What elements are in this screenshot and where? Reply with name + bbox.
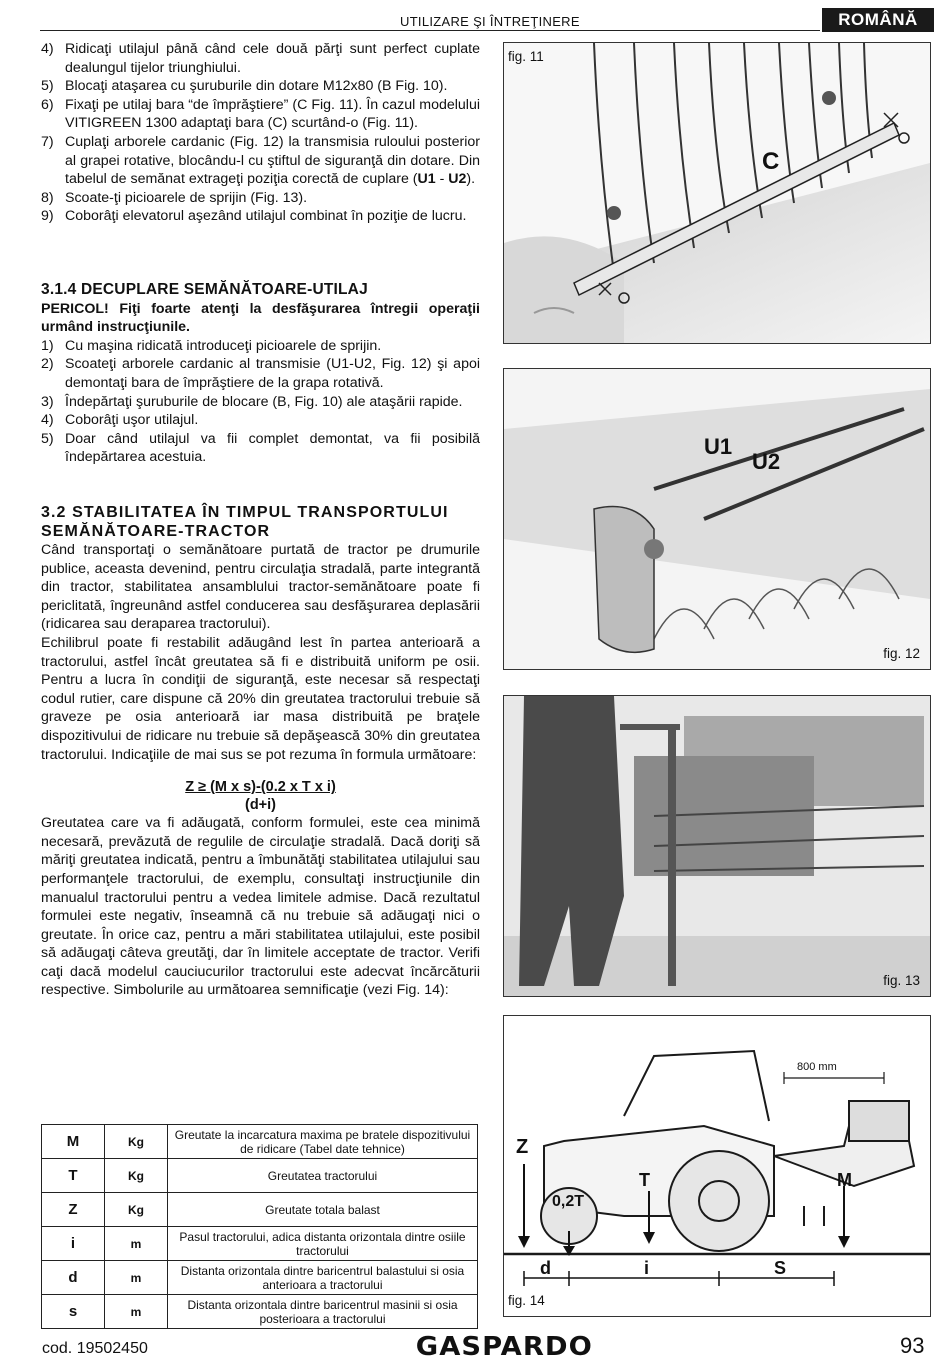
list-item: 1) Cu maşina ridicată introduceţi picioarele de sprijin. <box>41 337 382 354</box>
list-item: 4) Coborâţi uşor utilajul. <box>41 412 199 429</box>
label-front-load: 0,2T <box>552 1193 585 1210</box>
list-item: 5) Blocaţi ataşarea cu şuruburile din dotare M12x80 (B Fig. 10). <box>41 78 448 95</box>
document-code: cod. 19502450 <box>42 1340 148 1357</box>
cardan-shaft-illustration <box>504 369 930 669</box>
callout-u2: U2 <box>752 449 781 474</box>
callout-c: C <box>762 148 780 175</box>
table-row: M Kg Greutate la incarcatura maxima pe bratele dispozitivului de ridicare (Tabel date tehnice) <box>42 1125 478 1159</box>
decouple-section <box>41 281 480 467</box>
label-z: Z <box>516 1136 529 1158</box>
formula-denominator: (d+i) <box>244 797 276 814</box>
list-item: 8) Scoate-ţi picioarele de sprijin (Fig. 13). <box>41 189 308 206</box>
figure-label: fig. 11 <box>508 49 544 64</box>
steps-top-list <box>41 40 480 226</box>
list-item: 5) Doar când utilajul va fii complet demontat, va fii posibilă îndepărtarea acestuia. <box>41 430 480 466</box>
table-row: T Kg Greutatea tractorului <box>42 1159 478 1193</box>
figure-14 <box>503 1015 931 1317</box>
figure-label: fig. 14 <box>508 1293 545 1308</box>
figure-13 <box>503 695 931 997</box>
paragraph: Echilibrul poate fi restabilit adăugând lest în partea anterioară a tractorului, astfel încât greutatea să fi e distribuită uniform pe osii. Pentru a lucra în condiţii de siguranţă, este necesar să respectaţi codul rutier, care dispune că 20% din greutatea tractorului trebuie să graveze pe osia anterioară iar masa distribuită pe braţele dispozitivului de ridicare nu trebuie să depăşească 30% din greutatea tractorului. Indicaţiile de mai sus se pot rezuma în formula următoare: <box>41 634 480 763</box>
list-item: 3) Îndepărtaţi şuruburile de blocare (B, Fig. 10) ale ataşării rapide. <box>41 393 463 410</box>
figure-11 <box>503 42 931 344</box>
header-rule <box>40 30 820 31</box>
label-i: i <box>644 1258 650 1278</box>
section-title: UTILIZARE ŞI ÎNTREŢINERE <box>400 14 580 29</box>
formula-numerator: Z ≥ (M x s)-(0.2 x T x i) <box>185 779 336 796</box>
danger-note: PERICOL! Fiţi foarte atenţi la desfăşurarea întregii operaţii urmând instrucţiunile. <box>41 300 480 336</box>
support-legs-photo <box>504 696 930 996</box>
label-t: T <box>639 1170 650 1190</box>
symbols-table <box>41 1124 478 1329</box>
paragraph: Greutatea care va fi adăugată, conform formulei, este cea minimă necesară, prevăzută de regulile de circulaţie stradală. Dacă doriţi să măriţi greutatea indicată, pentru a îmbunătăţi stabilitatea utilajului sau performanţele tractorului, de exemplu, consultaţi instrucţiunile din manualul tractorului pentru a vedea limitele admise. Dacă rezultatul formulei este negativ, înseamnă că nu trebuie să adăugaţi nici o greutate. În orice caz, pentru a mări stabilitatea utilajului, este posibil să adăugaţi câteva greutăţi, dar în limitele acceptate de tractor. Verifi caţi dacă modelul cauciucurilor tractorului este adecvat încărcăturii respective. Simbolurile au următoarea semnificaţie (vezi Fig. 14): <box>41 815 480 999</box>
tractor-weight-diagram <box>504 1016 930 1316</box>
label-m: M <box>837 1170 852 1190</box>
table-row: Z Kg Greutate totala balast <box>42 1193 478 1227</box>
dimension-label: 800 mm <box>797 1061 837 1073</box>
list-item: 9) Coborâţi elevatorul aşezând utilajul combinat în poziţie de lucru. <box>41 208 467 225</box>
table-row: s m Distanta orizontala dintre baricentrul masinii si osia posterioara a tractorului <box>42 1295 478 1329</box>
page-number: 93 <box>900 1333 925 1358</box>
paragraph: Când transportaţi o semănătoare purtată de tractor pe drumurile publice, aceasta devenind, pentru circulaţia stradală, parte integrantă din tractor, stabilitatea ansamblului tractor-semănătoare poate fi periclitată, îngreunând astfel conducerea sau desfăşurarea deplasării (ridicarea sau deraparea tractorului). <box>41 542 480 633</box>
figure-label: fig. 13 <box>883 973 920 988</box>
callout-u1: U1 <box>704 434 733 459</box>
label-s: S <box>774 1258 787 1278</box>
label-d: d <box>540 1258 551 1278</box>
list-item: 6) Fixaţi pe utilaj bara “de împrăştiere” (C Fig. 11). În cazul modelului VITIGREEN 1300 adaptaţi bara (C) scurtând-o (Fig. 11). <box>41 96 480 132</box>
table-row: d m Distanta orizontala dintre baricentrul balastului si osia anterioara a tractorului <box>42 1261 478 1295</box>
section-heading: 3.2 STABILITATEA ÎN TIMPUL TRANSPORTULUI <box>41 504 449 521</box>
language-badge: ROMÂNĂ <box>822 8 934 32</box>
list-item: 7) Cuplaţi arborele cardanic (Fig. 12) la transmisia ruloului posterior al grapei rotative, blocându-l cu ştiftul de siguranţă din dotare. Din tabelul de semănat extrageţi poziţia corectă de cuplare (U1 - U2). <box>41 133 480 188</box>
list-item: 4) Ridicaţi utilajul până când cele două părţi sunt perfect cuplate dealungul tijelor triunghiului. <box>41 41 480 76</box>
stability-section <box>41 503 480 1000</box>
list-item: 2) Scoateţi arborele cardanic al transmisie (U1-U2, Fig. 12) şi apoi demontaţi bara de împrăştiere de la grapa rotativă. <box>41 356 480 391</box>
spreader-bar-illustration <box>504 43 930 343</box>
section-heading-cont: SEMĂNĂTOARE-TRACTOR <box>41 523 271 540</box>
brand-logo: GASPARDO <box>415 1332 593 1362</box>
figure-label: fig. 12 <box>883 646 920 661</box>
table-row: i m Pasul tractorului, adica distanta orizontala dintre osiile tractorului <box>42 1227 478 1261</box>
figure-12 <box>503 368 931 670</box>
section-heading: 3.1.4 DECUPLARE SEMĂNĂTOARE-UTILAJ <box>41 281 368 298</box>
